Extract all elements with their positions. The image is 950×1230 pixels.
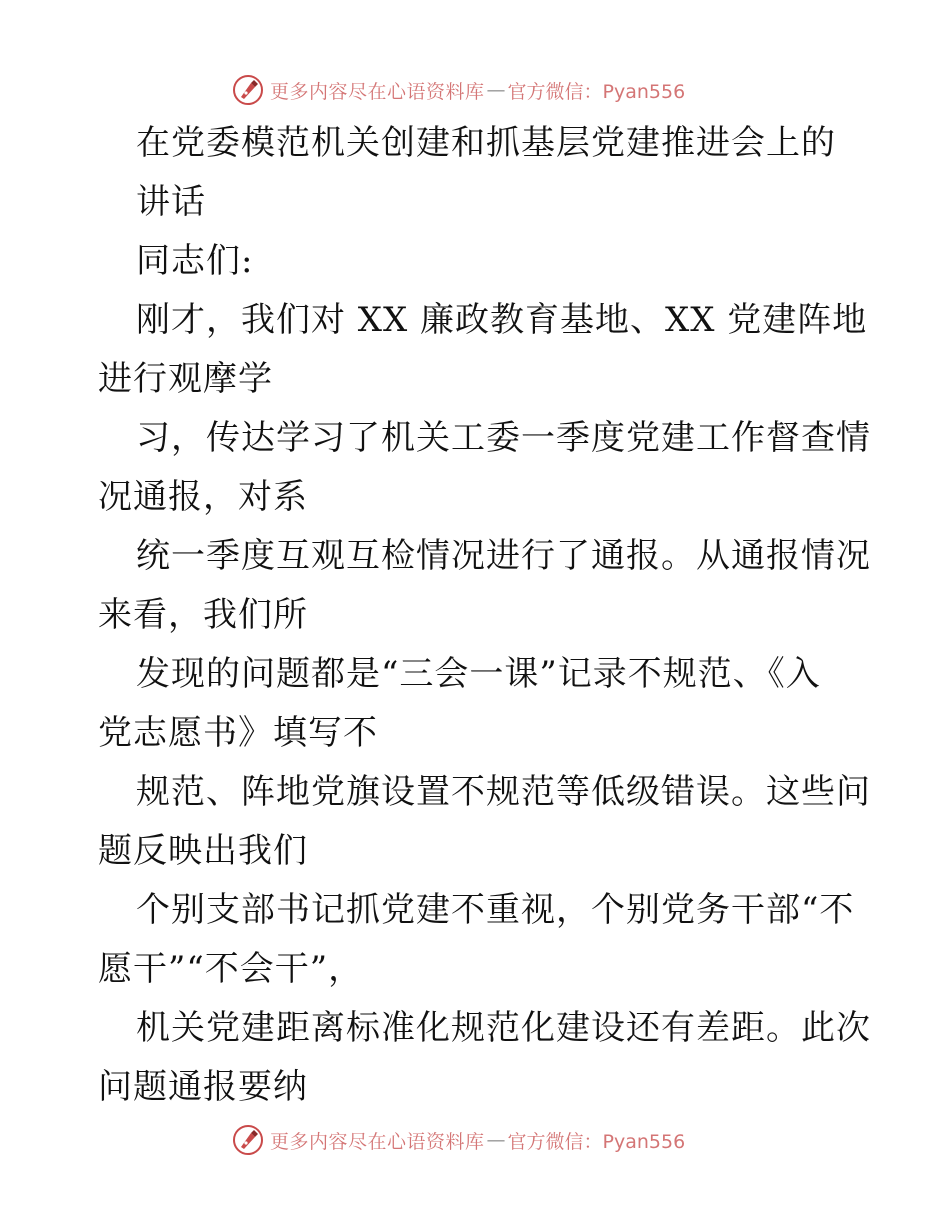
watermark-header xyxy=(232,72,685,108)
pen-nib-logo-icon xyxy=(232,1124,264,1156)
text-line: 党志愿书》填写不 xyxy=(98,713,378,753)
text-line: 规范、阵地党旗设置不规范等低级错误。这些问 xyxy=(136,772,871,812)
text-line: 来看，我们所 xyxy=(98,595,308,635)
watermark-footer xyxy=(232,1122,685,1158)
text-line: 发现的问题都是“三会一课”记录不规范、《入 xyxy=(136,654,821,694)
watermark-separator: — xyxy=(486,79,506,101)
text-line: 统一季度互观互检情况进行了通报。从通报情况 xyxy=(136,536,871,576)
text-line: 进行观摩学 xyxy=(98,359,273,399)
watermark-text: 更多内容尽在心语资料库 xyxy=(270,1130,485,1153)
text-line: 题反映出我们 xyxy=(98,831,308,871)
watermark-contact: 官方微信：Pyan556 xyxy=(507,1130,686,1153)
text-line: 习，传达学习了机关工委一季度党建工作督查情 xyxy=(136,418,871,458)
text-line: 愿干”“不会干”， xyxy=(98,949,364,989)
text-line: 问题通报要纳 xyxy=(98,1067,308,1107)
text-line: 刚才，我们对 XX 廉政教育基地、XX 党建阵地 xyxy=(136,300,868,340)
pen-nib-logo-icon xyxy=(232,74,264,106)
text-line: 况通报，对系 xyxy=(98,477,308,517)
text-line: 在党委模范机关创建和抓基层党建推进会上的 xyxy=(136,123,836,163)
watermark-separator: — xyxy=(486,1129,506,1151)
text-line: 个别支部书记抓党建不重视，个别党务干部“不 xyxy=(136,890,855,930)
watermark-text: 更多内容尽在心语资料库 xyxy=(270,80,485,103)
text-line: 同志们: xyxy=(136,241,254,281)
watermark-contact: 官方微信：Pyan556 xyxy=(507,80,686,103)
document-body xyxy=(98,114,871,1117)
text-line: 机关党建距离标准化规范化建设还有差距。此次 xyxy=(136,1008,871,1048)
text-line: 讲话 xyxy=(136,182,206,222)
